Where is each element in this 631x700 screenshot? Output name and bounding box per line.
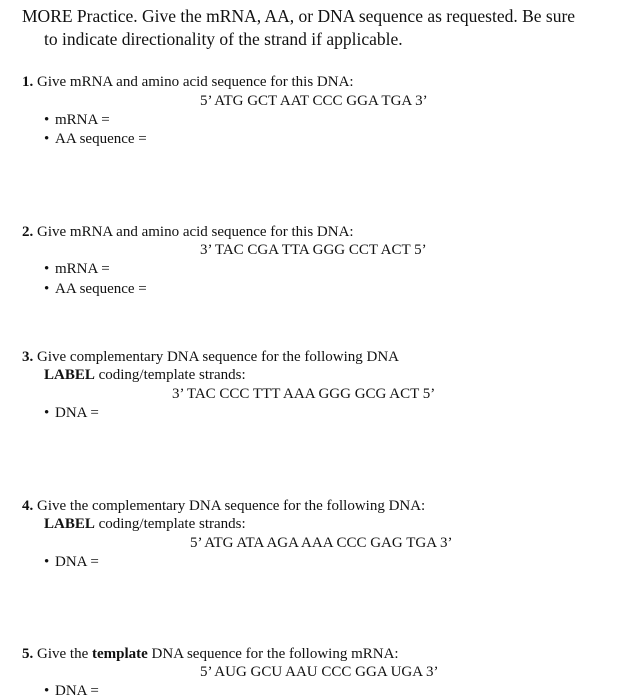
answer-label: mRNA =: [55, 261, 110, 277]
question-5-sequence: 5’ AUG GCU AAU CCC GGA UGA 3’: [200, 664, 439, 680]
question-3-label-line: [44, 366, 246, 384]
page-title-line-2: to indicate directionality of the strand if applicable.: [44, 29, 403, 49]
question-1-sequence: 5’ ATG GCT AAT CCC GGA TGA 3’: [200, 93, 428, 109]
question-1-prompt: [22, 73, 354, 91]
label-keyword: LABEL: [44, 516, 95, 532]
answer-label: AA sequence =: [55, 131, 147, 147]
question-4-text: Give the complementary DNA sequence for the following DNA:: [37, 498, 426, 514]
question-5-text-pre: Give the: [37, 646, 92, 662]
question-1-answer-mrna: [44, 111, 110, 129]
bullet-icon: •: [44, 405, 50, 421]
question-1-number: 1.: [22, 74, 34, 90]
answer-label: DNA =: [55, 405, 99, 421]
question-2-answer-mrna: [44, 260, 110, 278]
page-title-line-1: MORE Practice. Give the mRNA, AA, or DNA sequence as requested. Be sure: [22, 6, 576, 26]
label-rest: coding/template strands:: [94, 367, 246, 383]
bullet-icon: •: [44, 112, 50, 128]
label-rest: coding/template strands:: [94, 516, 246, 532]
bullet-icon: •: [44, 683, 50, 699]
bullet-icon: •: [44, 131, 50, 147]
question-3-number: 3.: [22, 349, 34, 365]
question-4-number: 4.: [22, 498, 34, 514]
question-4-answer-dna: [44, 553, 99, 571]
question-3-text: Give complementary DNA sequence for the following DNA: [37, 349, 399, 365]
question-3-prompt: [22, 348, 399, 366]
question-1-answer-aa: [44, 130, 147, 148]
question-2-prompt: [22, 223, 354, 241]
answer-label: DNA =: [55, 683, 99, 699]
question-5-text-post: DNA sequence for the following mRNA:: [147, 646, 399, 662]
bullet-icon: •: [44, 554, 50, 570]
answer-label: AA sequence =: [55, 281, 147, 297]
answer-label: DNA =: [55, 554, 99, 570]
question-3-sequence: 3’ TAC CCC TTT AAA GGG GCG ACT 5’: [172, 386, 436, 402]
question-4-prompt: [22, 497, 425, 515]
question-2-text: Give mRNA and amino acid sequence for this DNA:: [37, 224, 354, 240]
answer-label: mRNA =: [55, 112, 110, 128]
question-2-number: 2.: [22, 224, 34, 240]
label-keyword: LABEL: [44, 367, 95, 383]
question-2-sequence: 3’ TAC CGA TTA GGG CCT ACT 5’: [200, 242, 427, 258]
question-2-answer-aa: [44, 280, 147, 298]
bullet-icon: •: [44, 281, 50, 297]
question-5-answer-dna: [44, 682, 99, 700]
question-1-text: Give mRNA and amino acid sequence for this DNA:: [37, 74, 354, 90]
bullet-icon: •: [44, 261, 50, 277]
question-5-text-bold: template: [91, 646, 148, 662]
question-4-sequence: 5’ ATG ATA AGA AAA CCC GAG TGA 3’: [190, 535, 453, 551]
question-5-prompt: [22, 645, 399, 663]
question-4-label-line: [44, 515, 246, 533]
question-3-answer-dna: [44, 404, 99, 422]
question-5-number: 5.: [22, 646, 34, 662]
